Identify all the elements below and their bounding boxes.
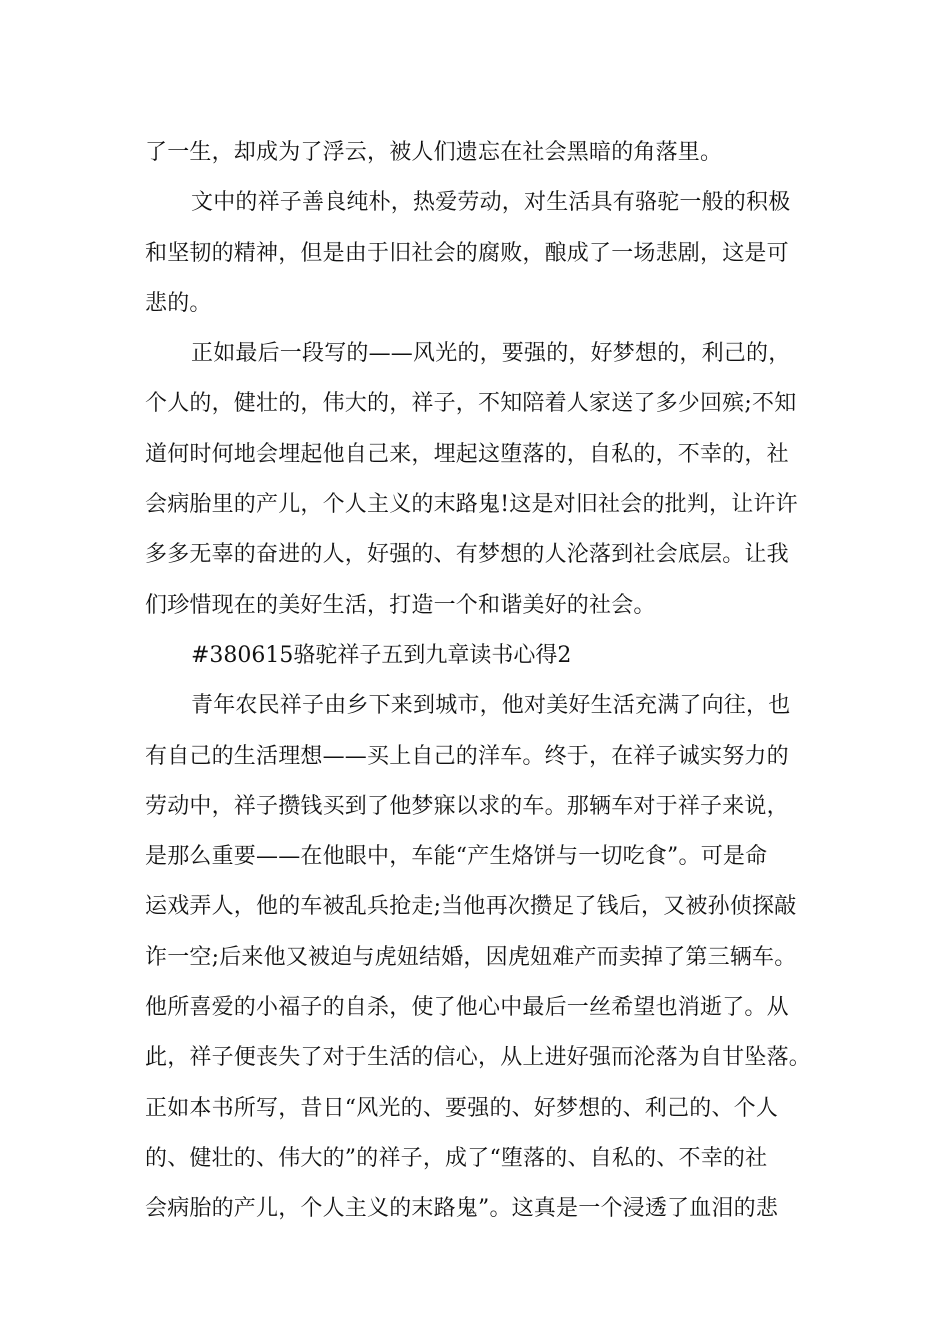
text-line: 青年农民祥子由乡下来到城市，他对美好生活充满了向往，也: [191, 693, 791, 719]
text-line: 会病胎的产儿，个人主义的末路鬼”。这真是一个浸透了血泪的悲: [145, 1196, 779, 1222]
text-line: 正如本书所写，昔日“风光的、要强的、好梦想的、利己的、个人: [145, 1095, 779, 1121]
text-line: 们珍惜现在的美好生活，打造一个和谐美好的社会。: [145, 592, 656, 618]
text-line: 了一生，却成为了浮云，被人们遗忘在社会黑暗的角落里。: [145, 140, 723, 165]
text-line: 此，祥子便丧失了对于生活的信心，从上进好强而沦落为自甘坠落。: [145, 1045, 812, 1071]
text-line: 劳动中，祥子攒钱买到了他梦寐以求的车。那辆车对于祥子来说，: [145, 793, 789, 819]
text-line: 是那么重要——在他眼中，车能“产生烙饼与一切吃食”。可是命: [145, 844, 768, 870]
text-line: 他所喜爱的小福子的自杀，使了他心中最后一丝希望也消逝了。从: [145, 995, 789, 1021]
text-line: 正如最后一段写的——风光的，要强的，好梦想的，利己的，: [191, 341, 791, 367]
text-line: 个人的，健壮的，伟大的，祥子，不知陪着人家送了多少回殡;不知: [145, 391, 797, 417]
document-body: [145, 128, 835, 1235]
text-line: 有自己的生活理想——买上自己的洋车。终于，在祥子诚实努力的: [145, 743, 789, 769]
text-line: 诈一空;后来他又被迫与虎妞结婚，因虎妞难产而卖掉了第三辆车。: [145, 944, 797, 970]
text-line: 多多无辜的奋进的人，好强的、有梦想的人沦落到社会底层。让我: [145, 542, 789, 568]
text-line: 的、健壮的、伟大的”的祥子，成了“堕落的、自私的、不幸的社: [145, 1145, 768, 1171]
text-line: 悲的。: [145, 290, 212, 316]
text-line: 会病胎里的产儿，个人主义的末路鬼!这是对旧社会的批判，让许许: [145, 492, 798, 518]
section-heading: #380615骆驼祥子五到九章读书心得2: [191, 642, 572, 668]
text-line: 道何时何地会埋起他自己来，埋起这堕落的，自私的，不幸的，社: [145, 441, 789, 467]
text-line: 运戏弄人，他的车被乱兵抢走;当他再次攒足了钱后，又被孙侦探敲: [145, 894, 797, 920]
text-line: 文中的祥子善良纯朴，热爱劳动，对生活具有骆驼一般的积极: [191, 190, 791, 216]
text-line: 和坚韧的精神，但是由于旧社会的腐败，酿成了一场悲剧，这是可: [145, 240, 789, 266]
